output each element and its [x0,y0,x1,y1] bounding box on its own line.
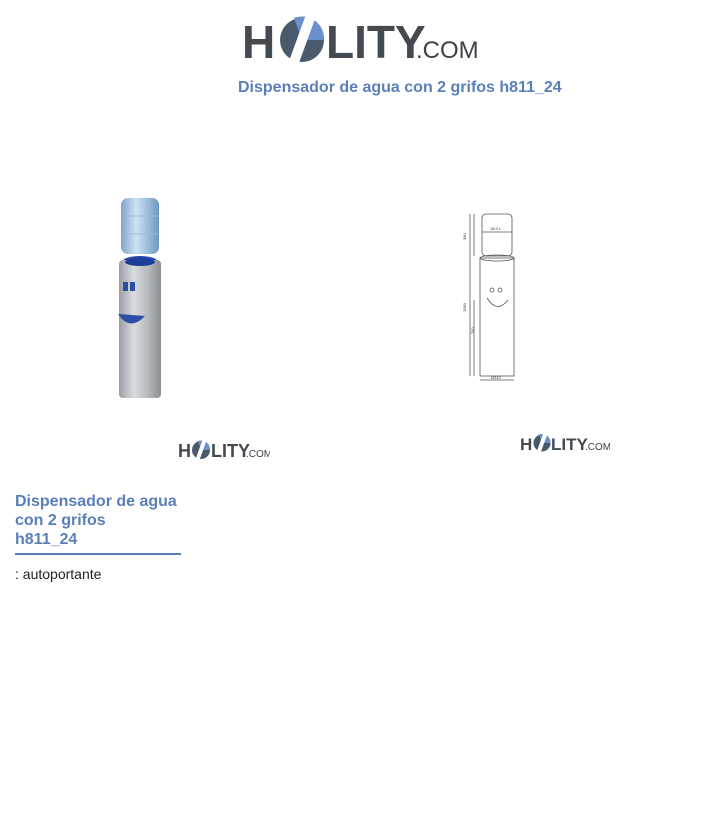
title-divider [15,553,181,555]
drawing-logo [520,432,610,456]
technical-drawing[interactable] [462,210,522,382]
logo-letters-lity: LITY [326,16,426,68]
drawing-dim-top: 380 [462,233,467,240]
product-title-line2: con 2 grifos [15,512,106,529]
small-logo-o-icon [534,433,551,453]
drawing-capacity-label: 18.9 L [490,226,502,231]
small-logo-o-icon [192,440,210,460]
small-logo-lity: LITY [551,435,588,454]
page-title: Dispensador de agua con 2 grifos h811_24 [238,79,562,96]
site-logo[interactable] [242,10,482,68]
logo-letter-h: H [242,16,276,68]
product-title-line3: h811_24 [15,531,78,548]
drawing-dim-total: 1060 [462,303,467,312]
logo-com: .COM [416,37,479,64]
photo-logo [178,438,270,462]
product-photo[interactable] [112,196,168,400]
product-title [15,492,183,549]
drawing-dim-base: Ø310 [491,375,501,380]
drawing-dim-mid: 750 [470,327,475,334]
small-logo-com: .COM [585,442,610,453]
small-logo-h: H [520,435,533,454]
small-logo-lity: LITY [211,441,250,461]
small-logo-com: .COM [246,449,270,460]
product-title-line1: Dispensador de agua [15,493,177,510]
logo-o-icon [280,16,324,65]
small-logo-h: H [178,441,191,461]
product-spec: : autoportante [15,566,102,582]
